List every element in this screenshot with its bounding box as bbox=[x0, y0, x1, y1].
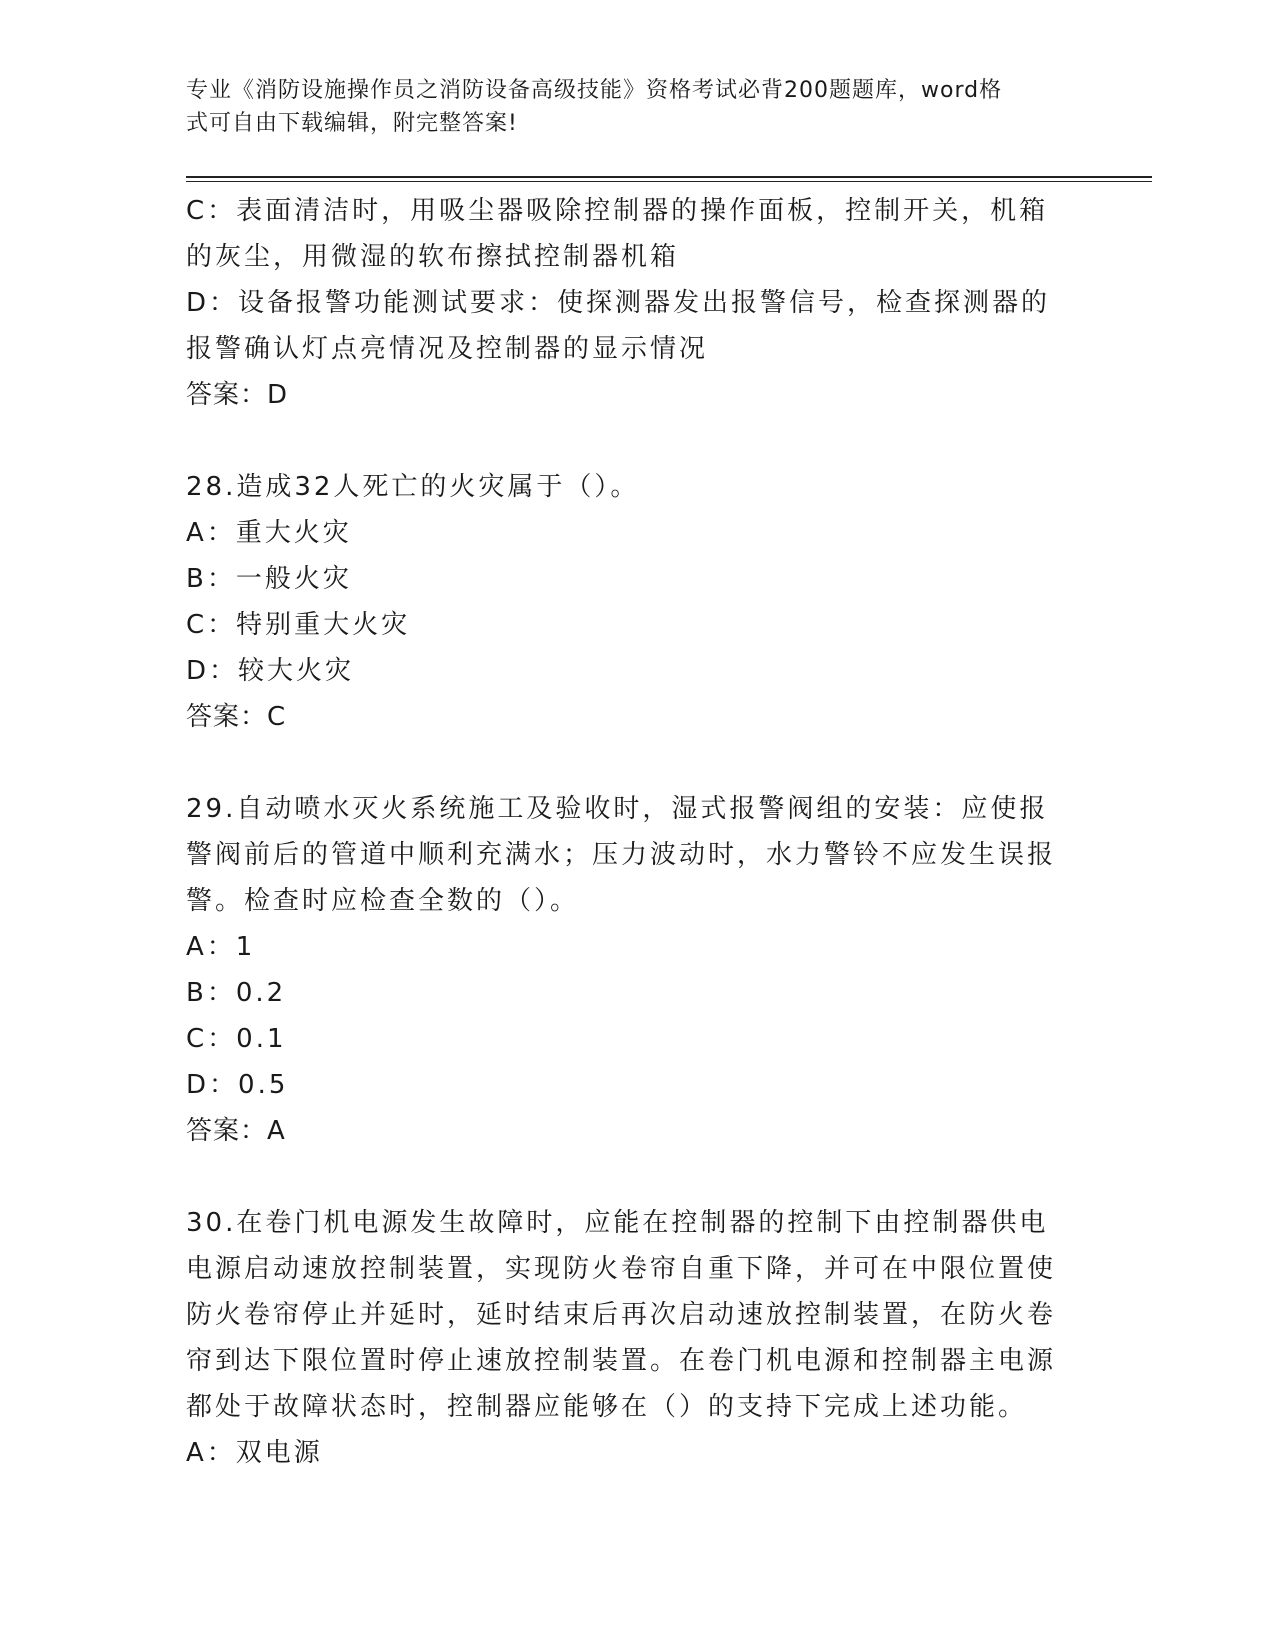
option-d: D：0.5 bbox=[186, 1070, 289, 1100]
option-d: D：较大火灾 bbox=[186, 656, 355, 686]
option-c: C：表面清洁时，用吸尘器吸除控制器的操作面板，控制开关，机箱的灰尘，用微湿的软布擦拭控制器机箱 bbox=[186, 196, 1049, 272]
answer: 答案：A bbox=[186, 1116, 286, 1146]
question-gap bbox=[186, 740, 1066, 786]
option-a: A：重大火灾 bbox=[186, 518, 352, 548]
question-28 bbox=[186, 464, 1066, 740]
question-stem: 28.造成32人死亡的火灾属于（）。 bbox=[186, 472, 640, 502]
option-b: B：0.2 bbox=[186, 978, 287, 1008]
header-line-2: 式可自由下载编辑，附完整答案! bbox=[186, 111, 518, 136]
option-a: A：1 bbox=[186, 932, 256, 962]
option-a: A：双电源 bbox=[186, 1438, 323, 1468]
option-b: B：一般火灾 bbox=[186, 564, 352, 594]
header-divider-thick bbox=[186, 176, 1152, 178]
header-divider-thin bbox=[186, 181, 1152, 182]
option-d: D：设备报警功能测试要求：使探测器发出报警信号，检查探测器的报警确认灯点亮情况及控制器的显示情况 bbox=[186, 288, 1051, 364]
header-line-1: 专业《消防设施操作员之消防设备高级技能》资格考试必背200题题库，word格 bbox=[186, 78, 1003, 103]
question-gap bbox=[186, 418, 1066, 464]
option-c: C：0.1 bbox=[186, 1024, 287, 1054]
question-content bbox=[186, 188, 1066, 1476]
question-30 bbox=[186, 1200, 1066, 1476]
previous-question-tail bbox=[186, 188, 1066, 418]
answer: 答案：D bbox=[186, 380, 289, 410]
question-29 bbox=[186, 786, 1066, 1154]
question-stem: 29.自动喷水灭火系统施工及验收时，湿式报警阀组的安装：应使报警阀前后的管道中顺利充满水；压力波动时，水力警铃不应发生误报警。检查时应检查全数的（）。 bbox=[186, 794, 1057, 916]
question-gap bbox=[186, 1154, 1066, 1200]
question-stem: 30.在卷门机电源发生故障时，应能在控制器的控制下由控制器供电电源启动速放控制装置，实现防火卷帘自重下降，并可在中限位置使防火卷帘停止并延时，延时结束后再次启动速放控制装置，在防火卷帘到达下限位置时停止速放控制装置。在卷门机电源和控制器主电源都处于故障状态时，控制器应能够在（）的支持下完成上述功能。 bbox=[186, 1208, 1057, 1422]
answer: 答案：C bbox=[186, 702, 287, 732]
document-header bbox=[186, 74, 1066, 140]
option-c: C：特别重大火灾 bbox=[186, 610, 411, 640]
